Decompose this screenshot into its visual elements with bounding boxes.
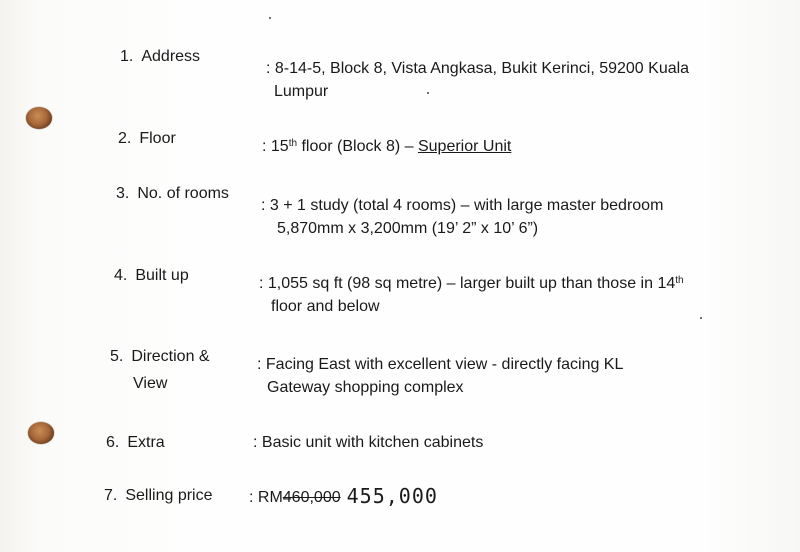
original-price: 460,000	[282, 489, 341, 506]
item-label	[116, 182, 229, 205]
address-line-1: : 8-14-5, Block 8, Vista Angkasa, Bukit Kerinci, 59200 Kuala	[266, 60, 690, 77]
item-label-text: Selling price	[125, 487, 213, 504]
floor-number: : 15	[262, 138, 289, 155]
item-value	[261, 194, 663, 240]
item-number: 7.	[104, 487, 118, 504]
built-up-line-2: floor and below	[271, 298, 380, 315]
item-label-text: Built up	[135, 267, 189, 284]
punch-hole	[28, 422, 54, 444]
item-number: 3.	[116, 185, 130, 202]
item-label	[110, 345, 210, 395]
rooms-line-2: 5,870mm x 3,200mm (19’ 2” x 10’ 6”)	[277, 220, 539, 237]
item-number: 4.	[114, 267, 128, 284]
item-label	[104, 484, 213, 507]
direction-line-1: : Facing East with excellent view - directly facing KL	[257, 356, 624, 373]
item-label-text: Address	[141, 48, 201, 65]
price-prefix: : RM	[249, 489, 283, 506]
item-label	[106, 431, 165, 454]
revised-price: 455,000	[346, 484, 438, 508]
item-label-text: Direction &	[131, 348, 210, 365]
item-value	[266, 57, 689, 103]
item-number: 5.	[110, 348, 124, 365]
item-label	[118, 127, 176, 150]
item-label-text: Extra	[127, 434, 165, 451]
punch-hole	[26, 107, 52, 129]
item-value	[249, 484, 438, 509]
floor-text: floor (Block 8) –	[297, 138, 418, 155]
extra-text: : Basic unit with kitchen cabinets	[253, 434, 484, 451]
item-value	[257, 353, 623, 399]
item-label-text: No. of rooms	[137, 185, 229, 202]
item-label-text: Floor	[139, 130, 176, 147]
item-number: 1.	[120, 48, 134, 65]
rooms-line-1: : 3 + 1 study (total 4 rooms) – with large master bedroom	[261, 197, 664, 214]
item-value	[253, 431, 483, 454]
item-label-text-line-2: View	[133, 375, 168, 392]
built-up-suffix: th	[675, 275, 684, 286]
built-up-line-1: : 1,055 sq ft (98 sq metre) – larger built up than those in 14	[259, 275, 676, 292]
speck	[700, 317, 702, 319]
item-label	[120, 45, 200, 68]
item-value	[262, 135, 511, 158]
unit-type: Superior Unit	[417, 138, 512, 155]
item-value	[259, 272, 684, 318]
item-number: 2.	[118, 130, 132, 147]
address-line-2: Lumpur	[274, 83, 329, 100]
speck	[269, 17, 271, 19]
floor-suffix: th	[288, 138, 298, 149]
direction-line-2: Gateway shopping complex	[267, 379, 464, 396]
item-label	[114, 264, 189, 287]
item-number: 6.	[106, 434, 120, 451]
